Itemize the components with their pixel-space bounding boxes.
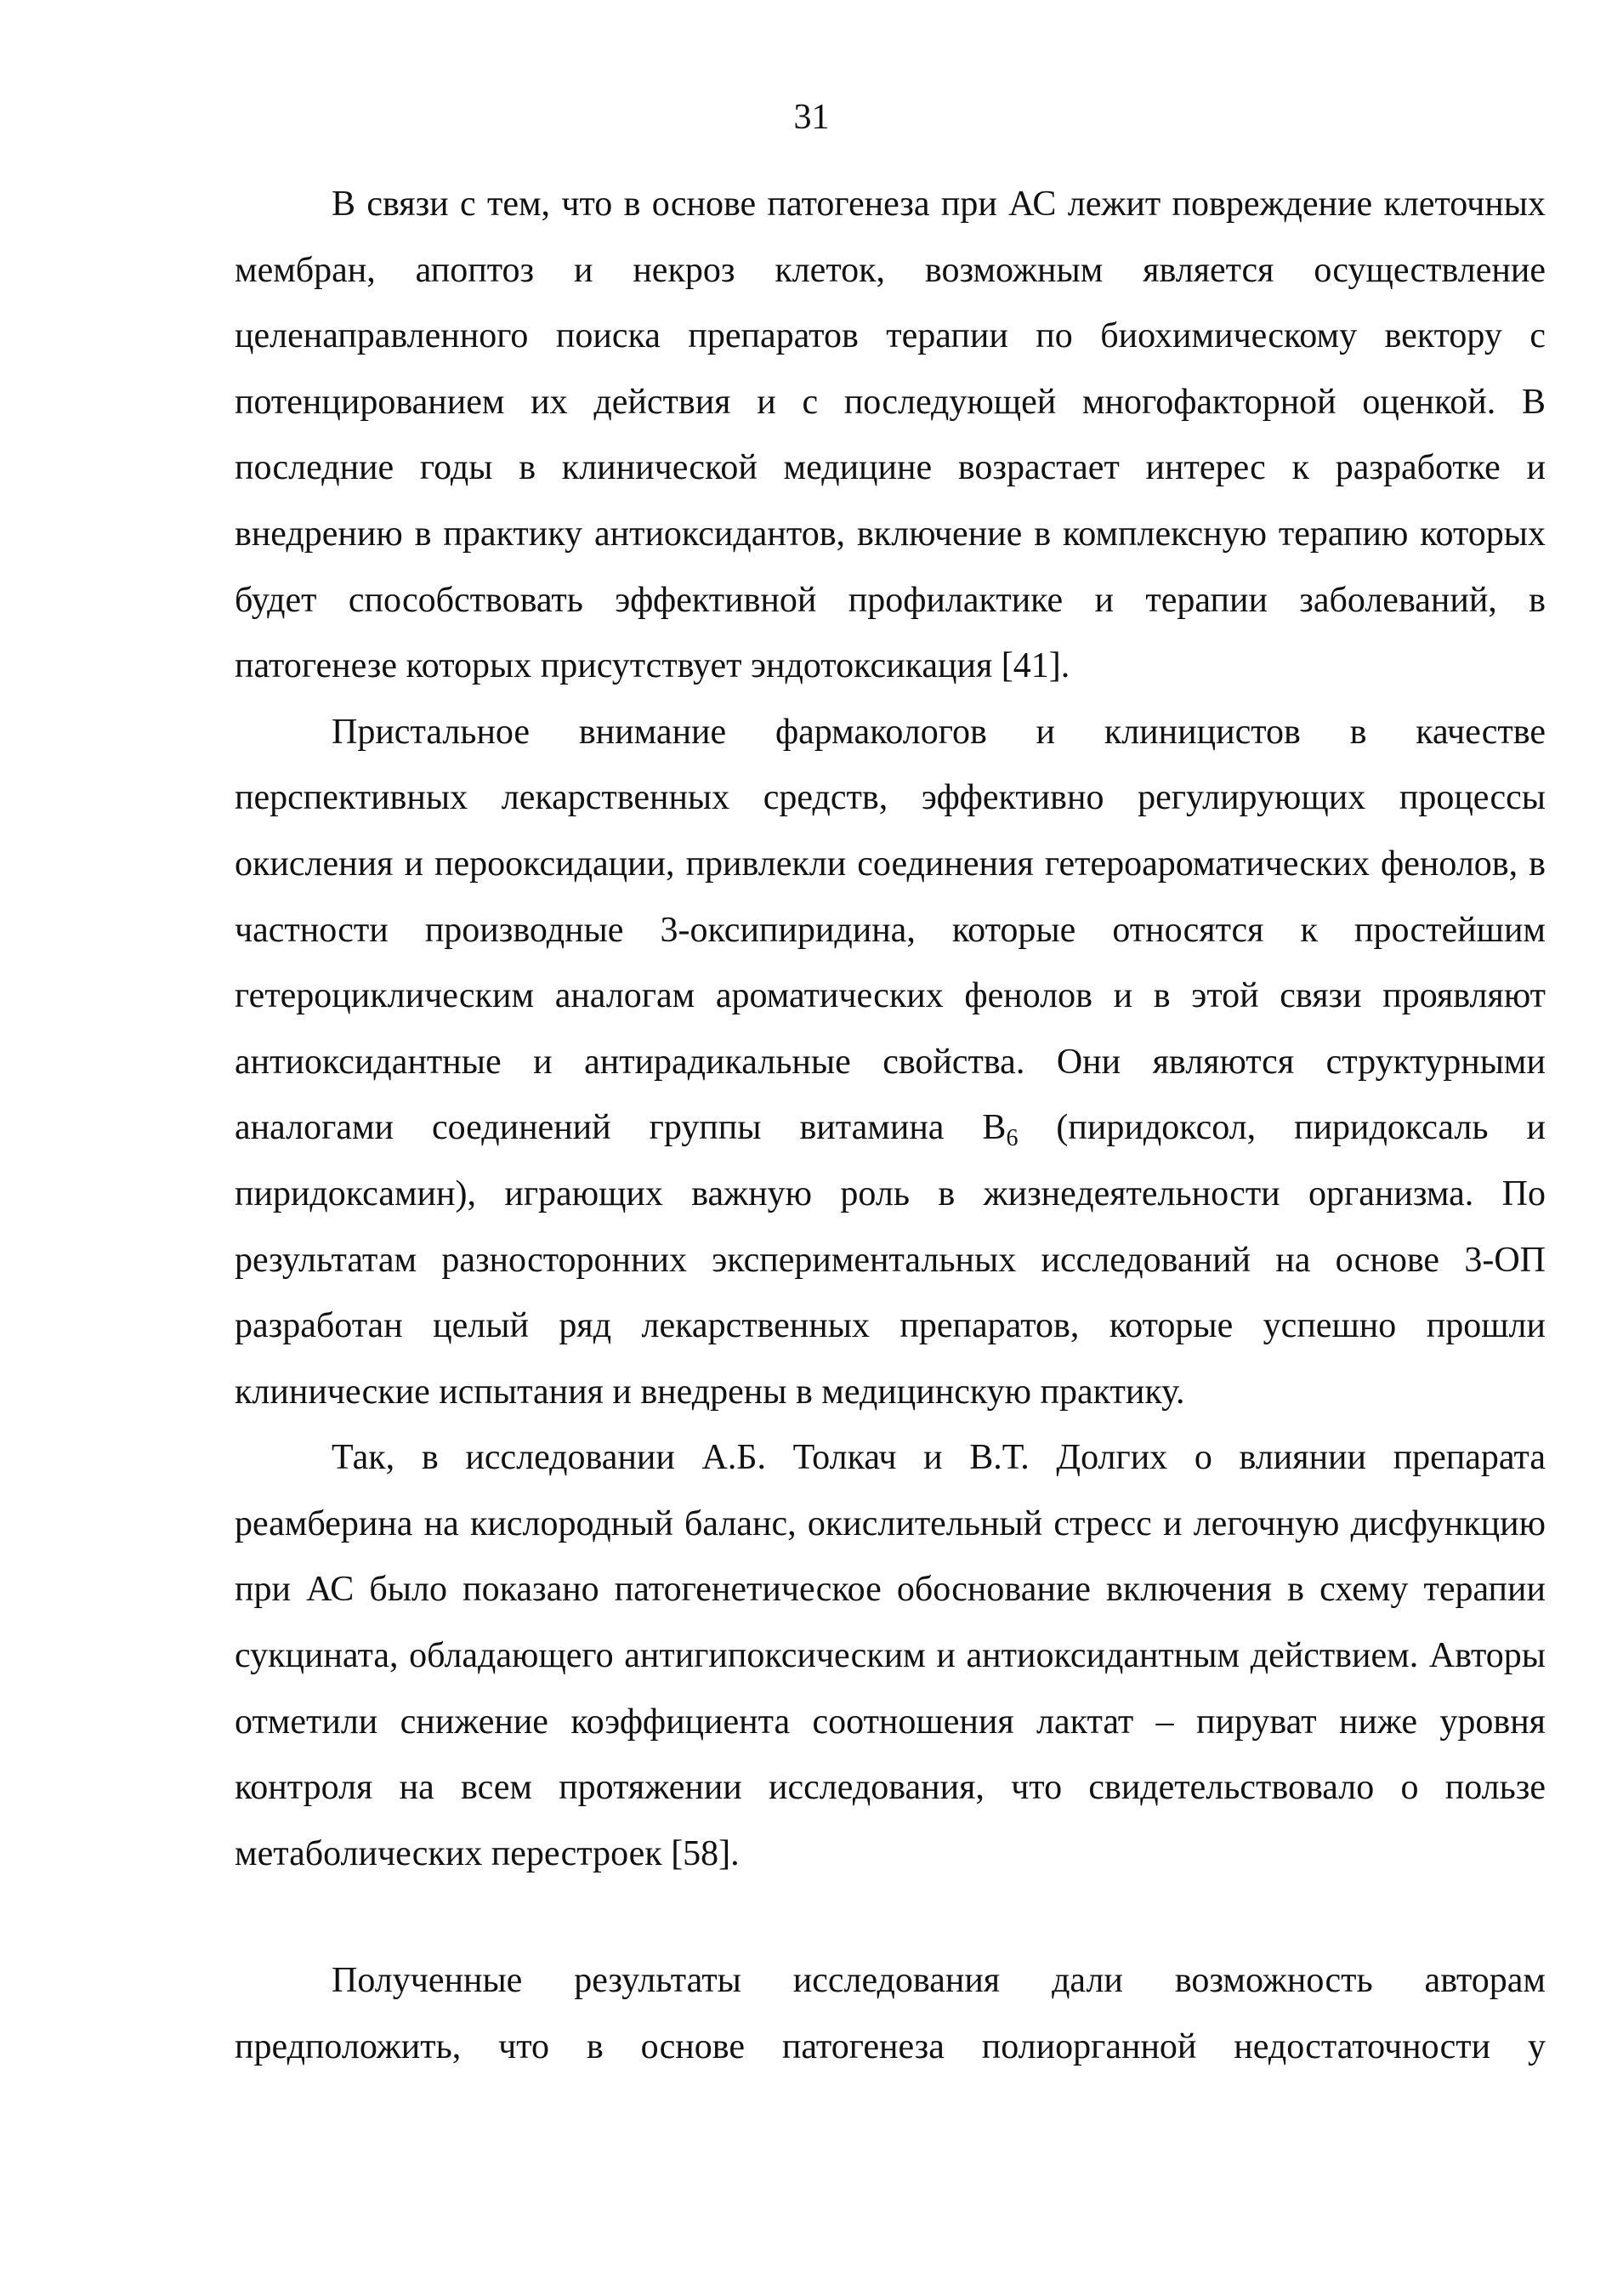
paragraph-4: Полученные результаты исследования дали возможность авторам предположить, что в основе патогенеза полиорганной недостаточности у [235,1961,1546,2067]
body-text [235,172,1546,2081]
paragraph-2-text-before-subscript: Пристальное внимание фармакологов и клиницистов в качестве перспективных лекарственных средств, эффективно регулирующих процессы окисления и перооксидации, привлекли соединения гетероароматических фенолов, в частности производные 3-оксипиридина, которые относятся к простейшим гетероциклическим аналогам ароматических фенолов и в этой связи проявляют антиоксидантные и антирадикальные свойства. Они являются структурными аналогами соединений группы витамина В [235,712,1546,1148]
paragraph-2-text-after-subscript: (пиридоксол, пиридоксаль и пиридоксамин), играющих важную роль в жизнедеятельности организма. По результатам разносторонних экспериментальных исследований на основе 3-ОП разработан целый ряд лекарственных препаратов, которые успешно прошли клинические испытания и внедрены в медицинскую практику. [235,1108,1546,1412]
vitamin-b-subscript: 6 [1006,1125,1019,1152]
paragraph-2 [235,700,1546,1426]
page-number: 31 [793,98,830,137]
paragraph-gap [235,1887,1546,1948]
paragraph-1: В связи с тем, что в основе патогенеза при АС лежит повреждение клеточных мембран, апоптоз и некроз клеток, возможным является осуществление целенаправленного поиска препаратов терапии по биохимическому вектору с потенцированием их действия и с последующей многофакторной оценкой. В последние годы в клинической медицине возрастает интерес к разработке и внедрению в практику антиоксидантов, включение в комплексную терапию которых будет способствовать эффективной профилактике и терапии заболеваний, в патогенезе которых присутствует эндотоксикация [41]. [235,185,1546,686]
paragraph-3: Так, в исследовании А.Б. Толкач и В.Т. Долгих о влиянии препарата реамберина на кислородный баланс, окислительный стресс и легочную дисфункцию при АС было показано патогенетическое обоснование включения в схему терапии сукцината, обладающего антигипоксическим и антиоксидантным действием. Авторы отметили снижение коэффициента соотношения лактат – пируват ниже уровня контроля на всем протяжении исследования, что свидетельствовало о пользе метаболических перестроек [58]. [235,1438,1546,1873]
